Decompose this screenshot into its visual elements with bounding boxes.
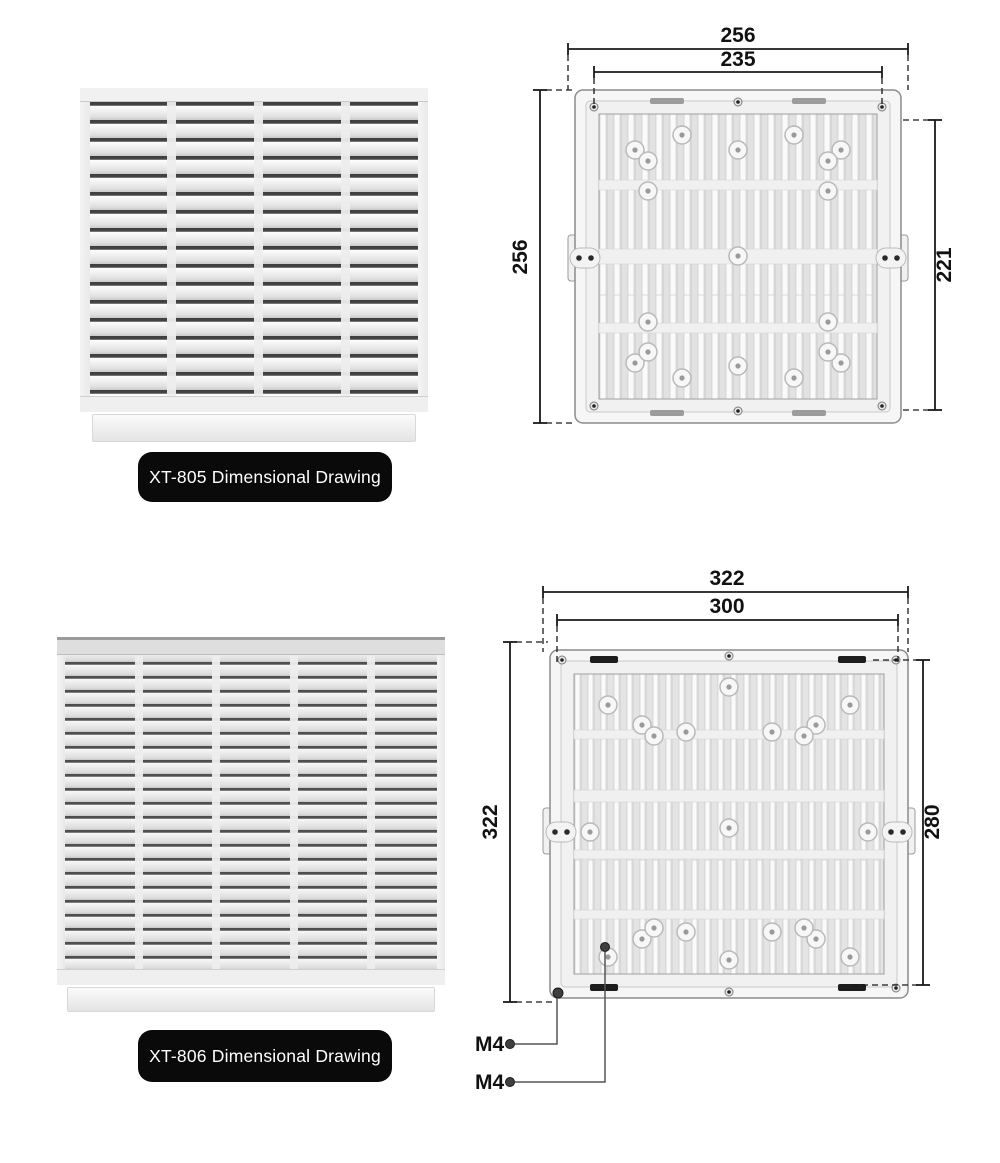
xt806-product-photo (57, 637, 445, 1012)
dim-label-806-outer-width: 322 (709, 567, 745, 590)
m4-label-top: M4 (475, 1033, 505, 1056)
xt805-dimensional-drawing (480, 10, 985, 465)
xt806-m4-callout-corner (475, 988, 563, 1056)
xt805-label-text: XT-805 Dimensional Drawing (149, 466, 381, 487)
xt806-dimensional-drawing (450, 560, 1000, 1120)
grille-edge (437, 637, 445, 985)
louver-slats (57, 637, 445, 985)
grille-bottom-skirt (57, 969, 445, 985)
grille-edge (418, 88, 428, 412)
grille-base (92, 414, 416, 442)
xt805-product-photo (80, 88, 428, 440)
louver-column-separator (212, 637, 220, 985)
grille-edge (57, 637, 65, 985)
m4-label-bottom: M4 (475, 1071, 505, 1094)
dim-label-805-inner-width: 235 (720, 48, 756, 71)
xt805-dim-right (903, 120, 956, 410)
dim-label-805-left-height: 256 (509, 239, 532, 275)
louver-column-separator (341, 88, 350, 412)
louver-column-separator (135, 637, 143, 985)
louver-column-separator (367, 637, 375, 985)
grille-bottom-skirt (80, 396, 428, 412)
grille-base (67, 987, 435, 1012)
louver-column-separator (290, 637, 298, 985)
grille-edge (80, 88, 90, 412)
xt805-label-badge (138, 452, 392, 502)
louver-column-separator (254, 88, 263, 412)
xt805-dim-left (509, 90, 574, 423)
dim-label-806-right-height: 280 (921, 804, 944, 840)
dim-label-806-left-height: 322 (479, 804, 502, 840)
grille-top-cap (80, 88, 428, 102)
dim-label-806-inner-width: 300 (709, 595, 745, 618)
xt806-dim-left (479, 642, 552, 1002)
dim-label-805-right-height: 221 (933, 247, 956, 283)
xt806-grille (57, 637, 445, 985)
grille-top-cap (57, 637, 445, 655)
xt806-label-text: XT-806 Dimensional Drawing (149, 1045, 381, 1066)
xt805-grille (80, 88, 428, 412)
xt806-label-badge (138, 1030, 392, 1082)
dim-label-805-outer-width: 256 (720, 24, 756, 47)
louver-column-separator (167, 88, 176, 412)
